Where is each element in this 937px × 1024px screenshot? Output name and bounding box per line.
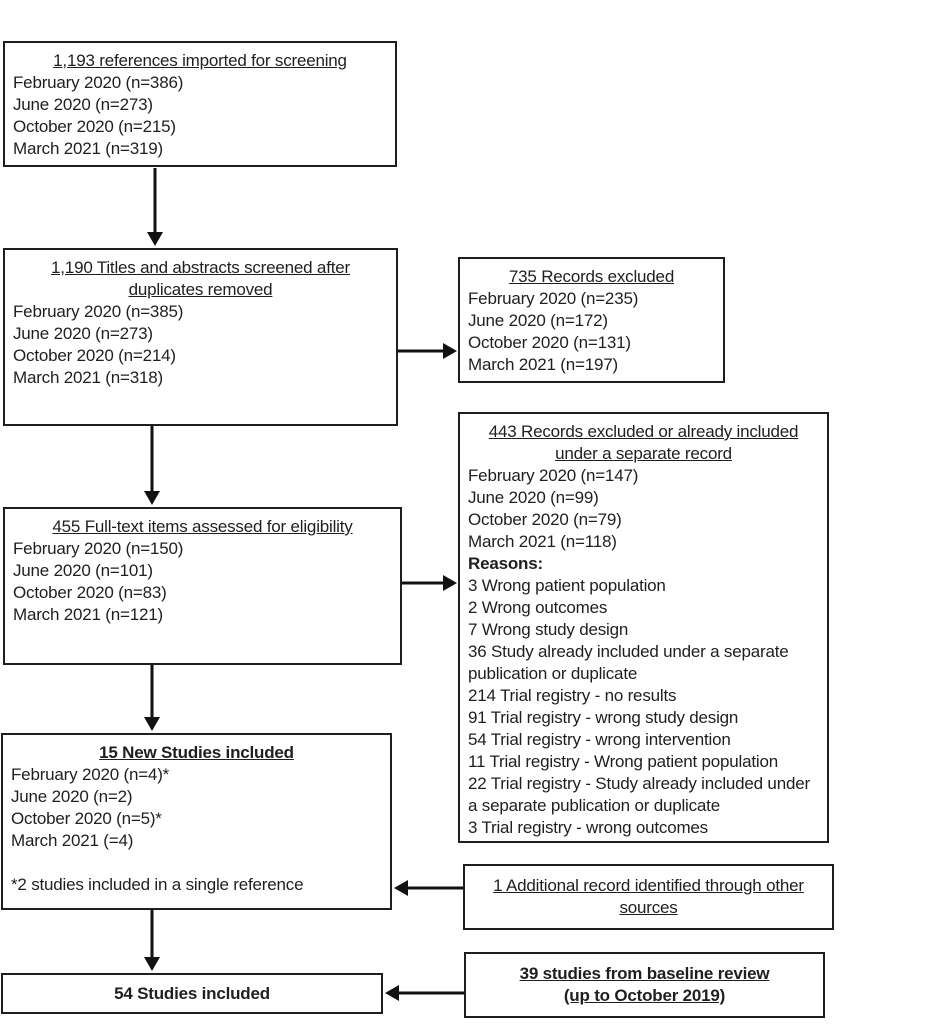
box-line: March 2021 (n=121) xyxy=(13,605,163,624)
box-title: 1,190 Titles and abstracts screened after duplicates removed xyxy=(51,258,350,299)
box-title: 443 Records excluded or already included under a separate record xyxy=(488,422,799,463)
box-line: March 2021 (n=319) xyxy=(13,139,163,158)
box-title: 1 Additional record identified through other sources xyxy=(493,876,804,917)
box-line: February 2020 (n=150) xyxy=(13,539,184,558)
footnote: *2 studies included in a single reference xyxy=(11,875,304,894)
reason-item: 3 Trial registry - wrong outcomes xyxy=(468,818,708,837)
box-line: June 2020 (n=172) xyxy=(468,311,608,330)
blank-line xyxy=(11,852,382,874)
box-line: June 2020 (n=99) xyxy=(468,488,599,507)
arrow-fulltext-to-newstudies xyxy=(144,665,160,731)
box-line: October 2020 (n=214) xyxy=(13,346,176,365)
reason-item: 91 Trial registry - wrong study design xyxy=(468,708,739,727)
reason-item: 7 Wrong study design xyxy=(468,620,629,639)
box-studies-included-54 xyxy=(1,973,383,1014)
reason-item: 36 Study already included under a separate publication or duplicate xyxy=(468,642,789,683)
reason-item: 214 Trial registry - no results xyxy=(468,686,677,705)
arrow-imported-to-screened xyxy=(147,168,163,246)
box-title: 54 Studies included xyxy=(114,983,270,1003)
reason-item: 22 Trial registry - Study already included under a separate publication or duplicate xyxy=(468,774,810,815)
box-line: February 2020 (n=386) xyxy=(13,73,184,92)
box-fulltext-assessed xyxy=(3,507,402,665)
box-line: March 2021 (n=118) xyxy=(468,532,617,551)
arrow-screened-to-excluded735 xyxy=(398,343,457,359)
reason-item: 54 Trial registry - wrong intervention xyxy=(468,730,731,749)
box-line: October 2020 (n=215) xyxy=(13,117,176,136)
box-line: October 2020 (n=131) xyxy=(468,333,631,352)
reason-item: 11 Trial registry - Wrong patient population xyxy=(468,752,778,771)
box-line: March 2021 (n=318) xyxy=(13,368,163,387)
reasons-label: Reasons: xyxy=(468,554,543,573)
box-references-imported xyxy=(3,41,397,167)
box-title: 15 New Studies included xyxy=(99,743,294,762)
box-title: 455 Full-text items assessed for eligibility xyxy=(52,517,353,536)
box-line: February 2020 (n=4)* xyxy=(11,765,170,784)
box-line: June 2020 (n=2) xyxy=(11,787,133,806)
box-records-excluded-443 xyxy=(458,412,829,843)
arrow-fulltext-to-excluded443 xyxy=(402,575,457,591)
box-records-excluded-735 xyxy=(458,257,725,383)
reason-item: 3 Wrong patient population xyxy=(468,576,666,595)
box-line: February 2020 (n=385) xyxy=(13,302,184,321)
arrow-additional-to-newstudies xyxy=(394,880,463,896)
box-line: October 2020 (n=5)* xyxy=(11,809,162,828)
arrow-baseline-to-included54 xyxy=(385,985,464,1001)
box-line: June 2020 (n=273) xyxy=(13,95,153,114)
box-title-line2: (up to October 2019) xyxy=(563,986,726,1005)
box-new-studies-included xyxy=(1,733,392,910)
box-baseline-review xyxy=(464,952,825,1018)
box-line: June 2020 (n=273) xyxy=(13,324,153,343)
box-line: February 2020 (n=235) xyxy=(468,289,639,308)
box-line: March 2021 (=4) xyxy=(11,831,134,850)
reason-item: 2 Wrong outcomes xyxy=(468,598,608,617)
box-title: 1,193 references imported for screening xyxy=(53,51,347,70)
box-title-line1: 39 studies from baseline review xyxy=(519,964,770,983)
box-line: October 2020 (n=79) xyxy=(468,510,622,529)
arrow-screened-to-fulltext xyxy=(144,426,160,505)
box-line: October 2020 (n=83) xyxy=(13,583,167,602)
box-line: March 2021 (n=197) xyxy=(468,355,618,374)
box-additional-record xyxy=(463,864,834,930)
box-titles-abstracts-screened xyxy=(3,248,398,426)
arrow-newstudies-to-included54 xyxy=(144,910,160,971)
box-line: February 2020 (n=147) xyxy=(468,466,639,485)
box-title: 735 Records excluded xyxy=(508,267,675,286)
box-line: June 2020 (n=101) xyxy=(13,561,153,580)
